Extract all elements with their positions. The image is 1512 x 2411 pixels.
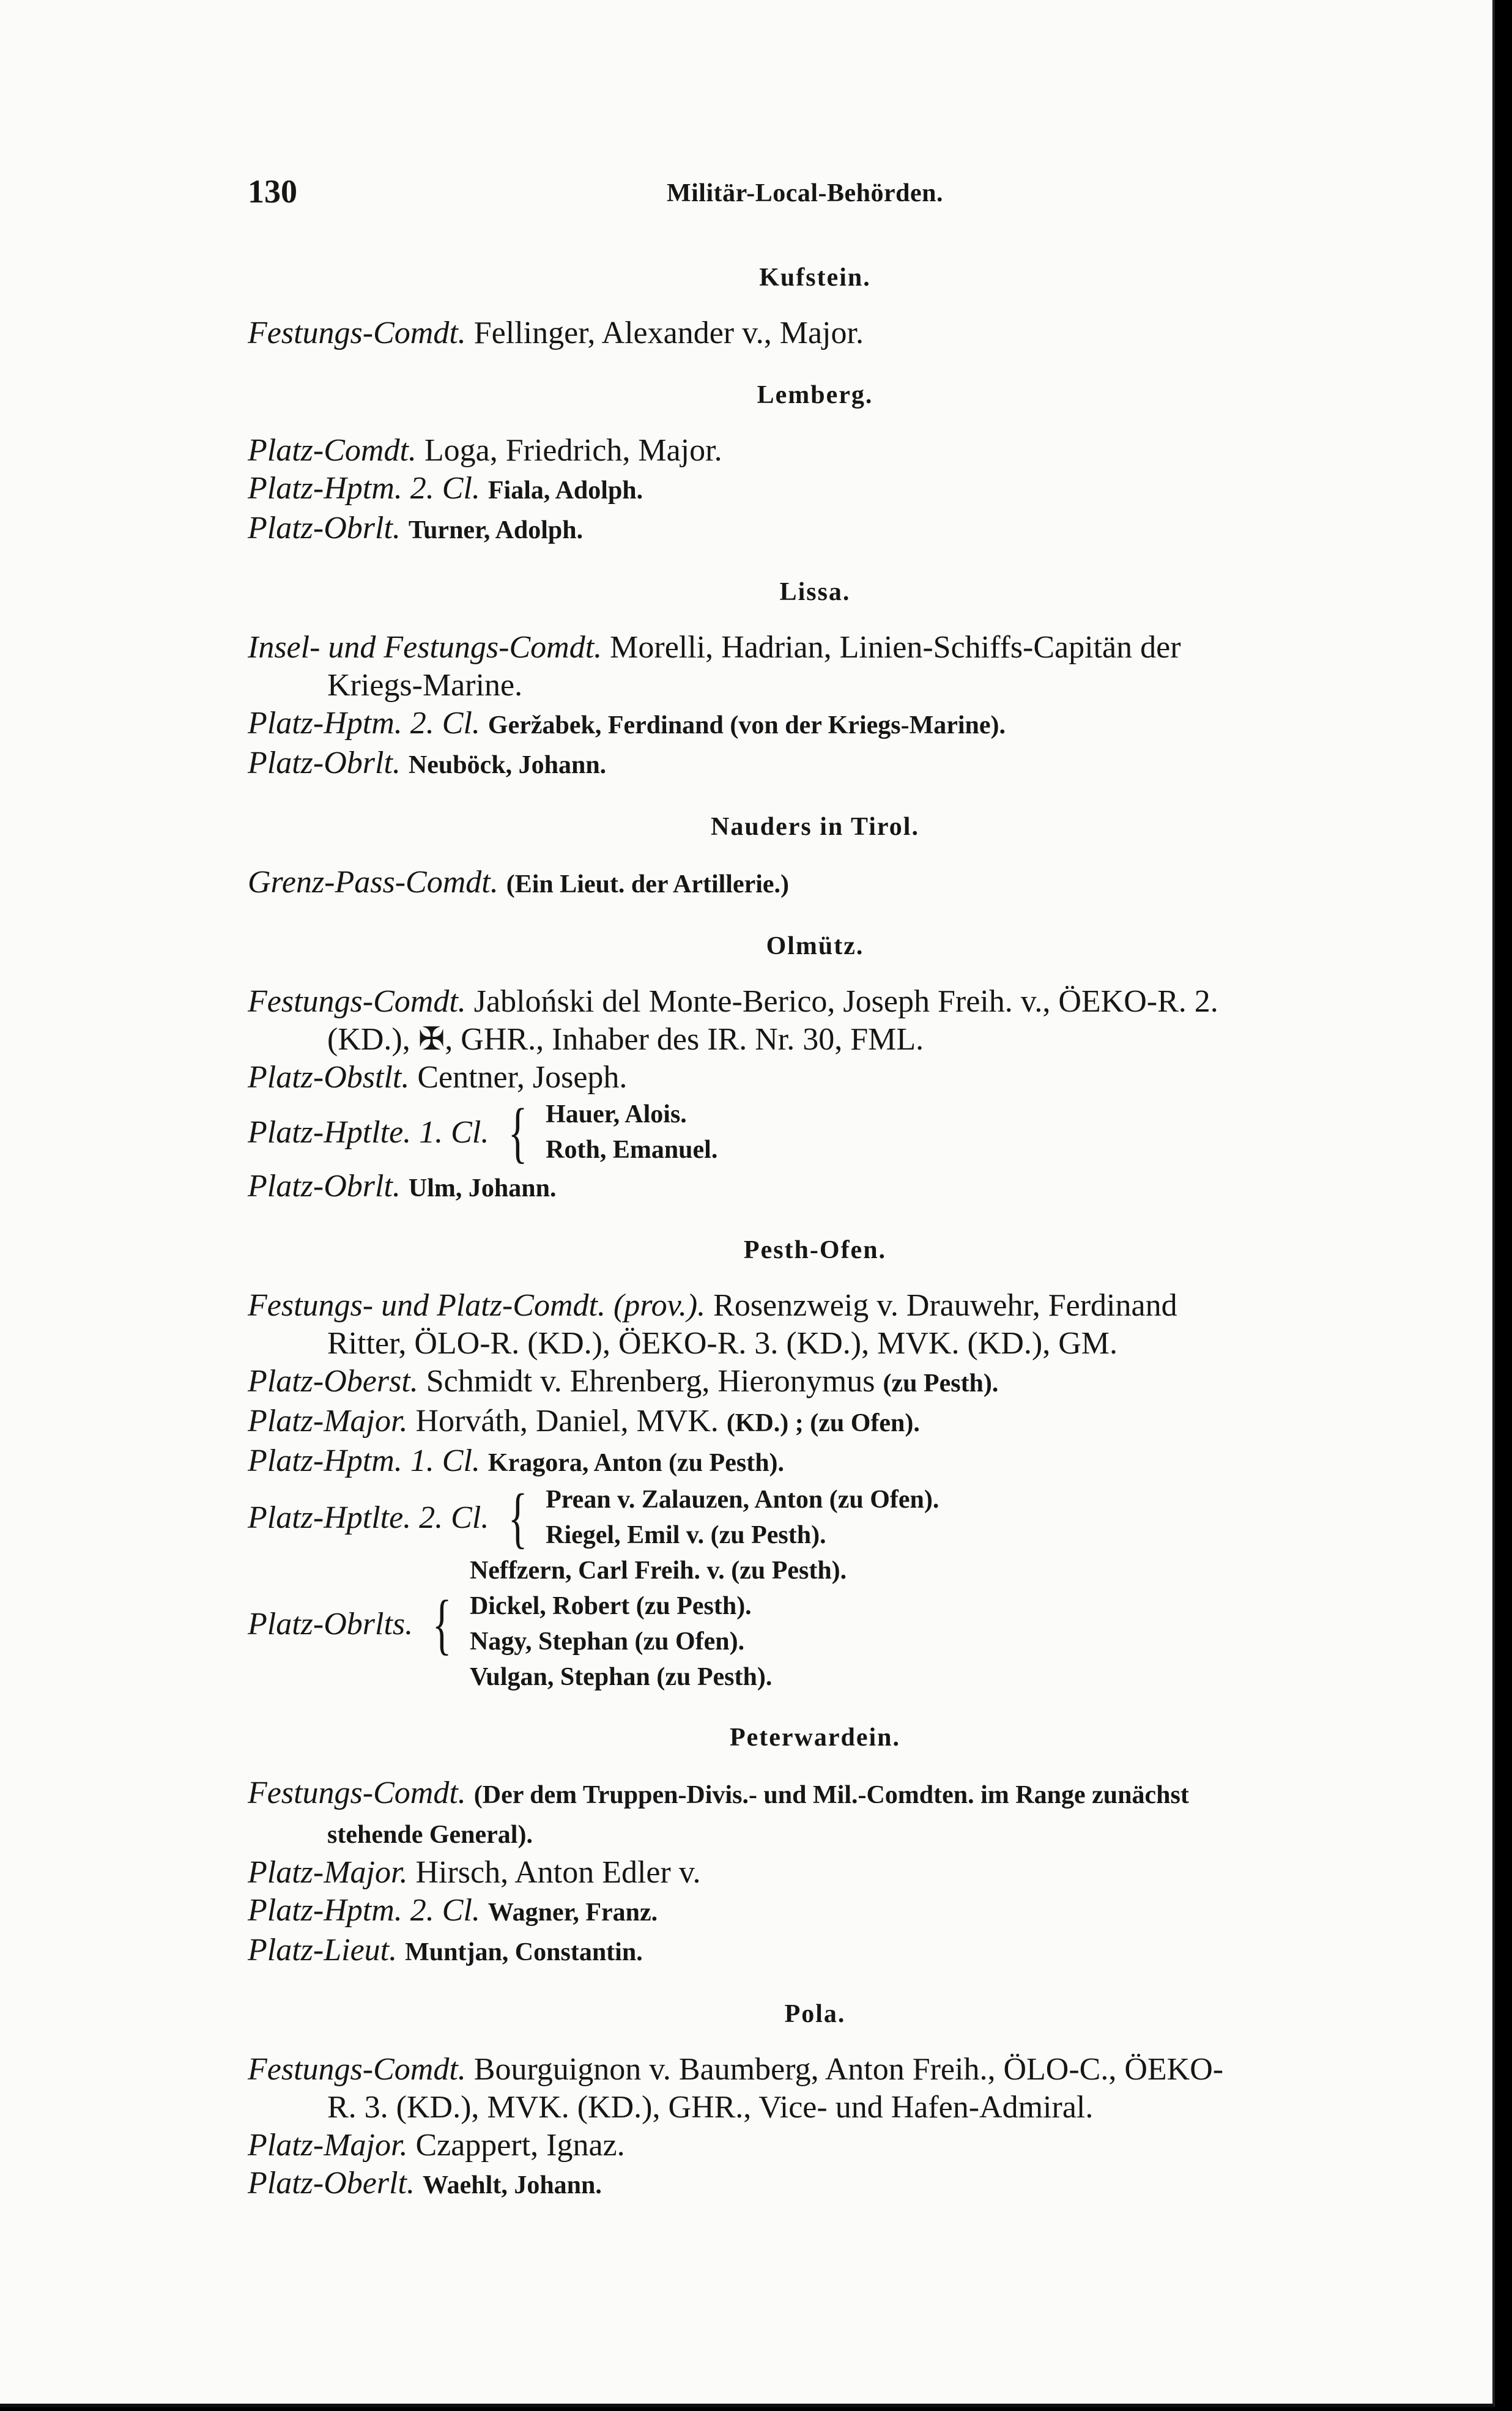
section — [248, 931, 1382, 1235]
role-label: Platz-Major. — [248, 1404, 408, 1439]
role-label: Platz-Oberst. — [248, 1364, 418, 1399]
entry-line — [248, 509, 1382, 549]
spacer — [248, 1695, 1382, 1723]
role-label: Insel- und Festungs-Comdt. — [248, 630, 602, 665]
entry-line — [248, 983, 1382, 1021]
spacer — [248, 903, 1382, 931]
group-names — [546, 1097, 717, 1168]
group-names — [470, 1553, 847, 1695]
spacer — [248, 1971, 1382, 1999]
role-label: Festungs-Comdt. — [248, 316, 466, 350]
page-content — [248, 263, 1382, 2204]
entry-line — [248, 2165, 1382, 2204]
brace-symbol: { — [432, 1587, 452, 1661]
entry-text: Bourguignon v. Baumberg, Anton Freih., ÖLO-C., ÖEKO- — [473, 2052, 1224, 2087]
entry-line — [248, 470, 1382, 509]
entry-continuation: Kriegs-Marine. — [327, 668, 523, 703]
entry-text-small: Neuböck, Johann. — [408, 751, 607, 779]
entry-line — [248, 744, 1382, 784]
entry-line — [248, 1442, 1382, 1482]
entry-line — [248, 1287, 1382, 1325]
section-heading: Pola. — [784, 2000, 846, 2028]
entry-line — [248, 1892, 1382, 1931]
role-label: Platz-Obrlt. — [248, 1169, 401, 1204]
spacer — [248, 1207, 1382, 1235]
entry-group — [248, 1482, 1382, 1553]
entry-text-small: (Der dem Truppen-Divis.- und Mil.-Comdten. im Range zunächst — [473, 1781, 1189, 1809]
role-label: Platz-Oberlt. — [248, 2166, 415, 2201]
group-name: Neffzern, Carl Freih. v. (zu Pesth). — [469, 1557, 847, 1585]
page-number: 130 — [248, 173, 297, 210]
role-label: Festungs-Comdt. — [248, 984, 466, 1019]
role-label: Platz-Hptm. 2. Cl. — [248, 1893, 480, 1928]
entry-text-small: Wagner, Franz. — [487, 1898, 658, 1927]
entry-line — [248, 1059, 1382, 1097]
page-header — [248, 172, 1382, 215]
spacer — [248, 1265, 1382, 1287]
group-name: Riegel, Emil v. (zu Pesth). — [546, 1521, 826, 1549]
entry-text: Schmidt v. Ehrenberg, Hieronymus — [426, 1364, 875, 1399]
brace-symbol: { — [508, 1480, 528, 1555]
entry-line — [248, 1402, 1382, 1442]
entry-line — [248, 1021, 1382, 1059]
entry-text-small: Fiala, Adolph. — [487, 476, 643, 505]
spacer — [248, 292, 1382, 314]
entry-line — [248, 705, 1382, 744]
entry-line — [248, 314, 1382, 352]
entry-text: Morelli, Hadrian, Linien-Schiffs-Capitän der — [610, 630, 1181, 665]
role-label: Platz-Obstlt. — [248, 1060, 410, 1095]
spacer — [248, 410, 1382, 432]
running-title: Militär-Local-Behörden. — [667, 179, 944, 207]
section — [248, 577, 1382, 812]
role-label: Platz-Major. — [248, 2128, 408, 2163]
section — [248, 1235, 1382, 1723]
role-label: Festungs- und Platz-Comdt. (prov.). — [248, 1288, 706, 1323]
entry-text: Jabloński del Monte-Berico, Joseph Freih. v., ÖEKO-R. 2. — [473, 984, 1218, 1019]
entry-text: Czappert, Ignaz. — [415, 2128, 625, 2163]
section-heading: Lissa. — [779, 578, 851, 606]
entry-continuation: Ritter, ÖLO-R. (KD.), ÖEKO-R. 3. (KD.), MVK. (KD.), GM. — [327, 1326, 1117, 1361]
role-label: Festungs-Comdt. — [248, 2052, 466, 2087]
role-label: Platz-Hptm. 2. Cl. — [248, 706, 480, 741]
spacer — [248, 607, 1382, 629]
entry-line — [248, 1814, 1382, 1854]
section — [248, 263, 1382, 380]
entry-line — [248, 864, 1382, 903]
entry-line — [248, 1325, 1382, 1363]
section — [248, 1723, 1382, 1999]
entry-text-small: Turner, Adolph. — [408, 516, 584, 544]
entry-text-small: Waehlt, Johann. — [422, 2171, 602, 2199]
role-label: Platz-Hptlte. 1. Cl. — [248, 1114, 489, 1150]
entry-continuation: stehende General). — [327, 1821, 533, 1849]
role-label: Grenz-Pass-Comdt. — [248, 865, 498, 900]
group-name: Roth, Emanuel. — [546, 1136, 718, 1164]
spacer — [248, 2029, 1382, 2051]
group-name: Hauer, Alois. — [546, 1100, 687, 1128]
entry-text-small: (zu Pesth). — [883, 1369, 999, 1398]
role-label: Platz-Obrlt. — [248, 511, 401, 546]
section — [248, 812, 1382, 931]
entry-line — [248, 1854, 1382, 1892]
role-label: Platz-Obrlt. — [248, 746, 401, 780]
entry-group — [248, 1097, 1382, 1168]
entry-line — [248, 1168, 1382, 1207]
entry-line — [248, 1774, 1382, 1814]
role-label: Platz-Comdt. — [248, 433, 417, 468]
group-name: Prean v. Zalauzen, Anton (zu Ofen). — [546, 1486, 939, 1514]
entry-text: Horváth, Daniel, MVK. — [415, 1404, 719, 1439]
entry-line — [248, 1363, 1382, 1402]
section-heading: Nauders in Tirol. — [711, 813, 919, 841]
role-label: Platz-Hptm. 1. Cl. — [248, 1443, 480, 1478]
spacer — [248, 961, 1382, 983]
entry-text-small: (Ein Lieut. der Artillerie.) — [506, 870, 790, 898]
group-name: Vulgan, Stephan (zu Pesth). — [469, 1663, 773, 1691]
entry-line — [248, 2089, 1382, 2127]
entry-line — [248, 667, 1382, 705]
entry-text-small: Ulm, Johann. — [408, 1174, 557, 1202]
spacer — [248, 549, 1382, 577]
spacer — [248, 842, 1382, 864]
spacer — [248, 784, 1382, 812]
entry-text: Centner, Joseph. — [417, 1060, 628, 1095]
entry-group — [248, 1553, 1382, 1695]
section-heading: Olmütz. — [766, 932, 864, 960]
entry-text: Fellinger, Alexander v., Major. — [473, 316, 864, 350]
role-label: Platz-Hptm. 2. Cl. — [248, 471, 480, 506]
entry-text-small: (KD.) ; (zu Ofen). — [726, 1409, 920, 1437]
brace-symbol: { — [508, 1095, 528, 1169]
spacer — [248, 352, 1382, 380]
entry-line — [248, 2051, 1382, 2089]
role-label: Platz-Hptlte. 2. Cl. — [248, 1500, 489, 1535]
entry-line — [248, 629, 1382, 667]
entry-line — [248, 432, 1382, 470]
group-name: Dickel, Robert (zu Pesth). — [469, 1592, 752, 1620]
role-label: Platz-Major. — [248, 1855, 408, 1890]
entry-continuation: (KD.), ✠, GHR., Inhaber des IR. Nr. 30, FML. — [327, 1022, 924, 1057]
section — [248, 1999, 1382, 2204]
entry-text: Hirsch, Anton Edler v. — [415, 1855, 701, 1890]
entry-text-small: Kragora, Anton (zu Pesth). — [487, 1449, 785, 1477]
group-names — [546, 1482, 939, 1553]
entry-line — [248, 2127, 1382, 2165]
entry-line — [248, 1931, 1382, 1971]
entry-text-small: Muntjan, Constantin. — [405, 1938, 643, 1966]
role-label: Platz-Lieut. — [248, 1933, 398, 1968]
section-heading: Kufstein. — [759, 264, 871, 292]
entry-text: Loga, Friedrich, Major. — [424, 433, 722, 468]
role-label: Platz-Obrlts. — [248, 1606, 413, 1642]
entry-continuation: R. 3. (KD.), MVK. (KD.), GHR., Vice- und Hafen-Admiral. — [327, 2090, 1094, 2125]
group-name: Nagy, Stephan (zu Ofen). — [469, 1628, 745, 1656]
spacer — [248, 1752, 1382, 1774]
section-heading: Peterwardein. — [729, 1724, 901, 1752]
section — [248, 380, 1382, 577]
role-label: Festungs-Comdt. — [248, 1776, 466, 1810]
entry-text-small: Geržabek, Ferdinand (von der Kriegs-Marine). — [487, 711, 1006, 739]
section-heading: Pesth-Ofen. — [743, 1236, 887, 1264]
entry-text: Rosenzweig v. Drauwehr, Ferdinand — [713, 1288, 1177, 1323]
section-heading: Lemberg. — [757, 381, 873, 409]
